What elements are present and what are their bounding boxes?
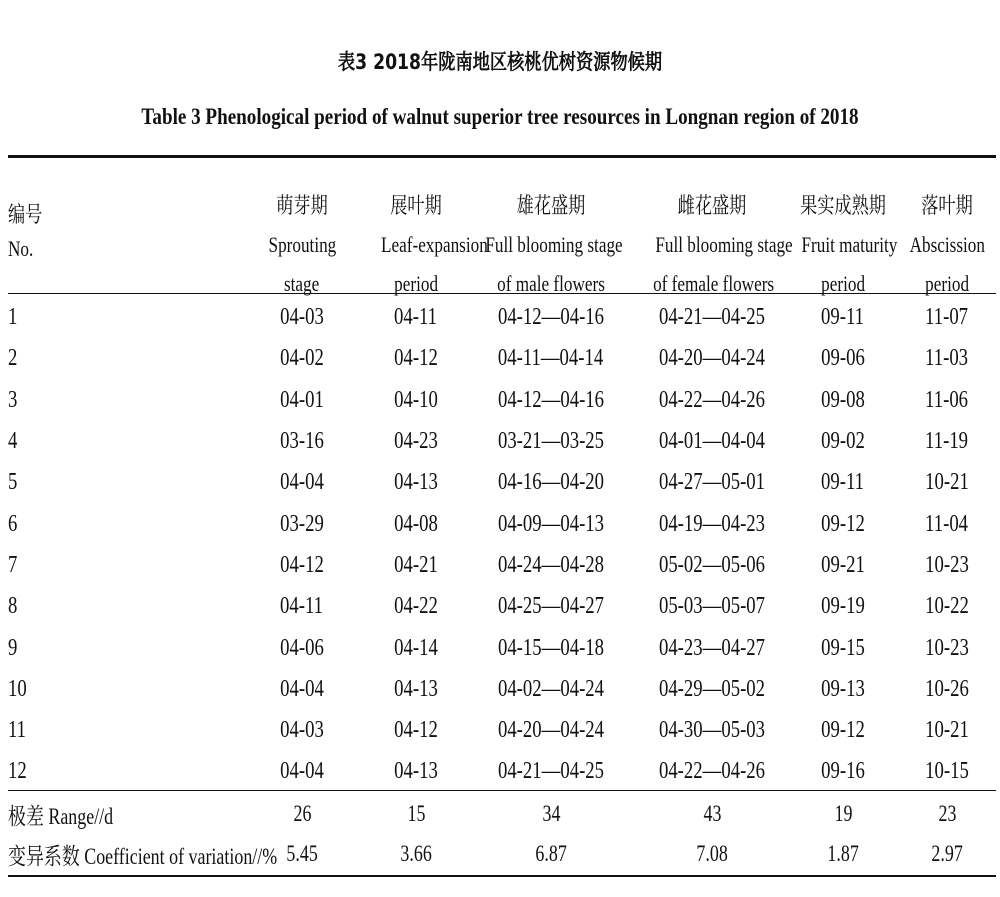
header-line: Fruit maturity (801, 231, 898, 257)
header-line: 萌芽期 (276, 192, 328, 218)
cell-text: 4 (8, 428, 18, 455)
cell-text: 04-21—04-25 (658, 304, 766, 331)
cell-text: 10-15 (925, 758, 969, 785)
cell-text: 7.08 (696, 841, 728, 866)
cell-text: 04-12—04-16 (497, 304, 605, 331)
cell-text: 09-06 (821, 345, 865, 372)
data-cell (636, 586, 788, 627)
cell-text: 04-21 (394, 551, 438, 578)
data-cell (636, 297, 788, 338)
cell-text: 03-29 (280, 510, 324, 537)
data-cell (788, 421, 898, 462)
cell-text: 04-23 (394, 428, 438, 455)
data-cell (238, 710, 366, 751)
cell-text: 04-13 (394, 675, 438, 702)
cell-text: 11-19 (925, 428, 969, 455)
data-cell (788, 710, 898, 751)
table-bottom-rule (8, 875, 996, 877)
data-cell (636, 751, 788, 792)
table-row (8, 421, 996, 462)
table-row (8, 751, 996, 792)
data-cell (366, 380, 466, 421)
data-cell (788, 380, 898, 421)
cell-text: 10-21 (925, 469, 969, 496)
cell-text: 5 (8, 469, 18, 496)
data-cell (366, 751, 466, 792)
cell-text: 9 (8, 634, 18, 661)
data-cell (366, 338, 466, 379)
row-label-cell (8, 586, 238, 627)
cell-text: 15 (407, 801, 425, 826)
row-label-cell (8, 545, 238, 586)
table-row (8, 586, 996, 627)
header-line: Abscission (909, 231, 985, 257)
data-cell (636, 338, 788, 379)
table-top-rule (8, 155, 996, 158)
cell-text: 04-23—04-27 (658, 634, 766, 661)
cell-text: 09-13 (821, 675, 865, 702)
cell-text: 04-11—04-14 (498, 345, 604, 372)
data-cell (366, 669, 466, 710)
data-cell (466, 669, 636, 710)
cell-text: 09-11 (821, 304, 865, 331)
data-cell (898, 586, 996, 627)
cell-text: 04-13 (394, 469, 438, 496)
table-row (8, 545, 996, 586)
cell-text: 04-14 (394, 634, 438, 661)
cell-text: 11-04 (925, 510, 969, 537)
data-cell (788, 338, 898, 379)
row-label-cell (8, 462, 238, 503)
data-cell (366, 462, 466, 503)
summary-row (8, 834, 996, 874)
cell-text: 04-11 (280, 593, 324, 620)
cell-text: 04-30—05-03 (658, 717, 766, 744)
cell-text: 11-07 (925, 304, 969, 331)
data-cell (788, 545, 898, 586)
data-cell (466, 834, 636, 874)
table-row (8, 503, 996, 544)
cell-text: 04-12 (280, 551, 324, 578)
data-cell (636, 503, 788, 544)
cell-text: 6.87 (535, 841, 567, 866)
data-cell (788, 627, 898, 668)
data-cell (636, 462, 788, 503)
data-cell (898, 751, 996, 792)
data-cell (466, 545, 636, 586)
data-cell (466, 462, 636, 503)
header-line: period (925, 270, 969, 296)
cell-text: 09-11 (821, 469, 865, 496)
data-cell (238, 421, 366, 462)
data-cell (898, 627, 996, 668)
cell-text: 10-23 (925, 634, 969, 661)
data-cell (636, 545, 788, 586)
row-label-cell (8, 627, 238, 668)
row-label-cell (8, 834, 278, 874)
cell-text: 09-08 (821, 386, 865, 413)
cell-text: 04-01 (280, 386, 324, 413)
data-cell (636, 834, 788, 874)
cell-text: 04-22—04-26 (658, 386, 766, 413)
data-cell (466, 338, 636, 379)
data-cell (898, 669, 996, 710)
cell-text: 05-03—05-07 (658, 593, 766, 620)
cell-text: 04-25—04-27 (497, 593, 605, 620)
data-cell (898, 297, 996, 338)
cell-text: 43 (703, 801, 721, 826)
data-cell (366, 545, 466, 586)
data-cell (238, 503, 366, 544)
table-row (8, 338, 996, 379)
cell-text: 04-01—04-04 (658, 428, 766, 455)
cell-text: 04-16—04-20 (497, 469, 605, 496)
data-cell (636, 380, 788, 421)
cell-text: 04-06 (280, 634, 324, 661)
summary-statistics (8, 794, 996, 874)
cell-text: 03-16 (280, 428, 324, 455)
row-label-cell (8, 751, 238, 792)
data-cell (238, 545, 366, 586)
cell-text: 09-21 (821, 551, 865, 578)
cell-text: 6 (8, 510, 18, 537)
data-cell (788, 794, 898, 834)
header-line: No. (8, 236, 34, 261)
cell-text: 04-22—04-26 (658, 758, 766, 785)
cell-text: 10-22 (925, 593, 969, 620)
cell-text: 1 (8, 304, 18, 331)
header-line: of female flowers (653, 270, 775, 296)
row-label-cell (8, 421, 238, 462)
cell-text: 19 (834, 801, 852, 826)
cell-text: 04-09—04-13 (497, 510, 605, 537)
cell-text: 04-10 (394, 386, 438, 413)
cell-text: 04-12—04-16 (497, 386, 605, 413)
header-line: 雌花盛期 (677, 192, 747, 218)
data-cell (366, 503, 466, 544)
data-cell (366, 627, 466, 668)
cell-text: 34 (542, 801, 560, 826)
row-label-cell (8, 297, 238, 338)
data-cell (238, 297, 366, 338)
cell-text: 7 (8, 551, 18, 578)
data-cell (466, 710, 636, 751)
data-cell (898, 421, 996, 462)
data-cell (238, 794, 366, 834)
cell-text: 03-21—03-25 (497, 428, 605, 455)
phenology-table-body (8, 297, 996, 793)
header-line: 编号 (8, 202, 43, 227)
cell-text: 04-11 (394, 304, 438, 331)
table-row (8, 627, 996, 668)
data-cell (238, 586, 366, 627)
cell-text: 5.45 (286, 841, 318, 866)
header-line: Full blooming stage (655, 231, 793, 257)
data-cell (898, 794, 996, 834)
data-cell (238, 669, 366, 710)
data-cell (898, 503, 996, 544)
table-row (8, 380, 996, 421)
cell-text: 09-19 (821, 593, 865, 620)
cell-text: 10-23 (925, 551, 969, 578)
header-line: Full blooming stage (485, 231, 623, 257)
data-cell (466, 380, 636, 421)
cell-text: 04-13 (394, 758, 438, 785)
summary-row (8, 794, 996, 834)
row-label-cell (8, 338, 238, 379)
data-cell (898, 338, 996, 379)
cell-text: 04-02 (280, 345, 324, 372)
cell-text: 10-26 (925, 675, 969, 702)
header-line: period (821, 270, 865, 296)
cell-text: 12 (8, 758, 27, 785)
cell-text: 09-12 (821, 717, 865, 744)
data-cell (238, 338, 366, 379)
data-cell (466, 627, 636, 668)
row-label-cell (8, 710, 238, 751)
data-cell (636, 421, 788, 462)
data-cell (788, 462, 898, 503)
data-cell (898, 462, 996, 503)
cell-text: 3 (8, 386, 18, 413)
cell-text: 05-02—05-06 (658, 551, 766, 578)
cell-text: 1.87 (827, 841, 859, 866)
cell-text: 极差 Range//d (8, 803, 114, 829)
cell-text: 09-16 (821, 758, 865, 785)
cell-text: 04-20—04-24 (497, 717, 605, 744)
data-cell (788, 751, 898, 792)
cell-text: 04-27—05-01 (658, 469, 766, 496)
data-cell (788, 834, 898, 874)
data-cell (238, 462, 366, 503)
cell-text: 09-12 (821, 510, 865, 537)
row-label-cell (8, 380, 238, 421)
header-line: 落叶期 (921, 192, 973, 218)
data-cell (466, 297, 636, 338)
header-line: 雄花盛期 (516, 192, 586, 218)
cell-text: 2 (8, 345, 18, 372)
data-cell (366, 297, 466, 338)
row-label-cell (8, 794, 238, 834)
header-line: period (394, 270, 438, 296)
data-cell (636, 794, 788, 834)
data-cell (636, 710, 788, 751)
cell-text: 04-22 (394, 593, 438, 620)
cell-text: 04-12 (394, 345, 438, 372)
data-cell (788, 297, 898, 338)
cell-text: 04-08 (394, 510, 438, 537)
data-cell (466, 586, 636, 627)
cell-text: 变异系数 Coefficient of variation//% (8, 843, 278, 869)
cell-text: 10-21 (925, 717, 969, 744)
cell-text: 09-02 (821, 428, 865, 455)
cell-text: 04-15—04-18 (497, 634, 605, 661)
cell-text: 2.97 (931, 841, 963, 866)
cell-text: 04-12 (394, 717, 438, 744)
cell-text: 11 (8, 717, 27, 744)
cell-text: 04-03 (280, 304, 324, 331)
data-cell (466, 503, 636, 544)
data-cell (366, 834, 466, 874)
cell-text: 09-15 (821, 634, 865, 661)
cell-text: 26 (293, 801, 311, 826)
data-cell (466, 794, 636, 834)
header-line: Leaf-expansion (381, 231, 488, 257)
cell-text: 11-03 (925, 345, 969, 372)
cell-text: 11-06 (925, 386, 969, 413)
table-row (8, 462, 996, 503)
data-cell (366, 421, 466, 462)
header-line: 展叶期 (390, 192, 442, 218)
header-line: of male flowers (497, 270, 605, 296)
data-cell (788, 586, 898, 627)
cell-text: 23 (938, 801, 956, 826)
data-cell (636, 627, 788, 668)
cell-text: 04-19—04-23 (658, 510, 766, 537)
cell-text: 04-21—04-25 (497, 758, 605, 785)
data-cell (898, 834, 996, 874)
data-cell (466, 421, 636, 462)
row-label-cell (8, 503, 238, 544)
data-cell (788, 669, 898, 710)
cell-text: 04-04 (280, 758, 324, 785)
data-cell (636, 669, 788, 710)
table-caption-chinese: 表3 2018年陇南地区核桃优树资源物候期 (337, 50, 663, 74)
data-cell (466, 751, 636, 792)
cell-text: 04-24—04-28 (497, 551, 605, 578)
data-cell (788, 503, 898, 544)
data-cell (238, 627, 366, 668)
table-row (8, 669, 996, 710)
data-cell (366, 586, 466, 627)
data-cell (898, 710, 996, 751)
data-cell (898, 545, 996, 586)
cell-text: 10 (8, 675, 27, 702)
data-cell (238, 751, 366, 792)
data-cell (366, 794, 466, 834)
row-label-cell (8, 669, 238, 710)
table-row (8, 297, 996, 338)
data-cell (366, 710, 466, 751)
cell-text: 3.66 (400, 841, 432, 866)
cell-text: 04-04 (280, 675, 324, 702)
header-line: Sprouting (268, 231, 336, 257)
table-caption-english: Table 3 Phenological period of walnut superior tree resources in Longnan region of 2018 (141, 104, 859, 129)
cell-text: 04-03 (280, 717, 324, 744)
cell-text: 8 (8, 593, 18, 620)
data-cell (898, 380, 996, 421)
table-row (8, 710, 996, 751)
cell-text: 04-02—04-24 (497, 675, 605, 702)
header-line: 果实成熟期 (800, 192, 886, 218)
data-cell (238, 380, 366, 421)
cell-text: 04-20—04-24 (658, 345, 766, 372)
cell-text: 04-04 (280, 469, 324, 496)
header-line: stage (284, 270, 320, 296)
cell-text: 04-29—05-02 (658, 675, 766, 702)
